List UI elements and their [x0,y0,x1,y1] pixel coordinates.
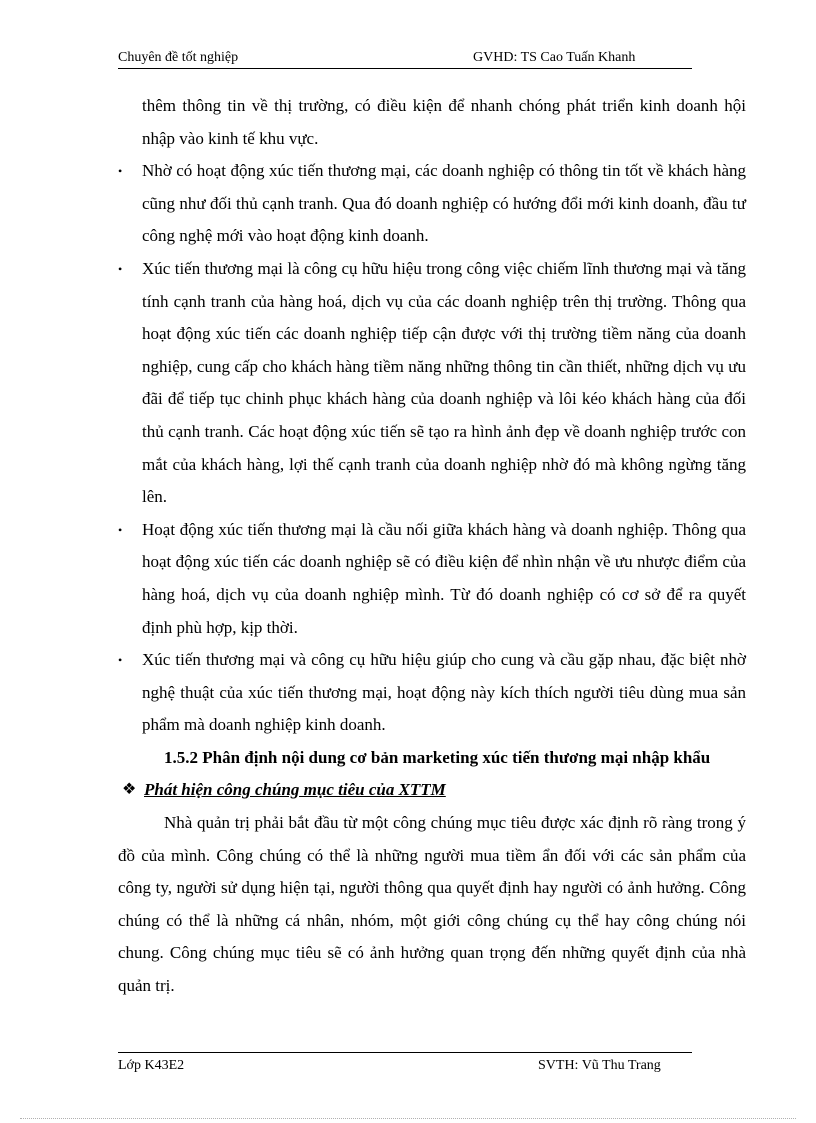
page-header [118,50,692,69]
bullet-icon: • [118,522,123,537]
page-footer [118,1052,692,1075]
bullet-icon: • [118,261,123,276]
subsection-heading-text: Phát hiện công chúng mục tiêu của XTTM [144,780,446,800]
bullet-text: Xúc tiến thương mại là công cụ hữu hiệu trong công việc chiếm lĩnh thương mại và tăng tính cạnh tranh của hàng hoá, dịch vụ của các doanh nghiệp trên thị trường. Thông qua hoạt động xúc tiến các doanh nghiệp tiếp cận được với thị trường tiềm năng của doanh nghiệp, cung cấp cho khách hàng tiềm năng những thông tin cần thiết, những dịch vụ ưu đãi để tiếp tục chinh phục khách hàng của doanh nghiệp và lôi kéo khách hàng của đối thủ cạnh tranh. Các hoạt động xúc tiến sẽ tạo ra hình ảnh đẹp về doanh nghiệp trước con mắt của khách hàng, lợi thế cạnh tranh của doanh nghiệp nhờ đó mà không ngừng tăng lên. [142,258,746,507]
bullet-text: Nhờ có hoạt động xúc tiến thương mại, các doanh nghiệp có thông tin tốt về khách hàng cũng như đối thủ cạnh tranh. Qua đó doanh nghiệp có hướng đổi mới kinh doanh, đầu tư công nghệ mới vào hoạt động kinh doanh. [142,161,746,246]
section-heading: 1.5.2 Phân định nội dung cơ bản marketing xúc tiến thương mại nhập khẩu [164,747,711,767]
header-title: Chuyên đề tốt nghiệp [118,50,239,65]
bullet-item [118,155,746,253]
bullet-item [118,644,746,742]
bullet-text: Xúc tiến thương mại và công cụ hữu hiệu giúp cho cung và cầu gặp nhau, đặc biệt nhờ nghệ thuật của xúc tiến thương mại, hoạt động này kích thích người tiêu dùng mua sản phẩm mà doanh nghiệp kinh doanh. [142,650,746,735]
bullet-item [118,253,746,514]
paragraph-continuation: thêm thông tin về thị trường, có điều kiện để nhanh chóng phát triển kinh doanh hội nhập vào kinh tế khu vực. [142,96,746,148]
footer-student: SVTH: Vũ Thu Trang [538,1058,661,1073]
diamond-bullet-icon: ❖ [122,781,137,799]
footer-class: Lớp K43E2 [118,1058,185,1073]
body-paragraph: Nhà quản trị phải bắt đầu từ một công chúng mục tiêu được xác định rõ ràng trong ý đồ của mình. Công chúng có thể là những người mua tiềm ẩn đối với các sản phẩm của công ty, người sử dụng hiện tại, người thông qua quyết định hay người có ảnh hưởng. Công chúng có thể là những cá nhân, nhóm, một giới công chúng cụ thể hay công chúng nói chung. Công chúng mục tiêu sẽ có ảnh hưởng quan trọng đến những quyết định của nhà quản trị. [118,813,746,996]
bullet-icon: • [118,164,123,179]
bullet-icon: • [118,653,123,668]
subsection-heading [118,774,746,807]
document-body [118,90,746,1003]
page-break-divider [20,1118,796,1119]
bullet-item [118,514,746,644]
bullet-text: Hoạt động xúc tiến thương mại là cầu nối giữa khách hàng và doanh nghiệp. Thông qua hoạt động xúc tiến các doanh nghiệp sẽ có điều kiện để nhìn nhận về ưu nhược điểm của hàng hoá, dịch vụ của doanh nghiệp mình. Từ đó doanh nghiệp có cơ sở để ra quyết định phù hợp, kịp thời. [142,519,746,637]
header-advisor: GVHD: TS Cao Tuấn Khanh [473,50,636,65]
